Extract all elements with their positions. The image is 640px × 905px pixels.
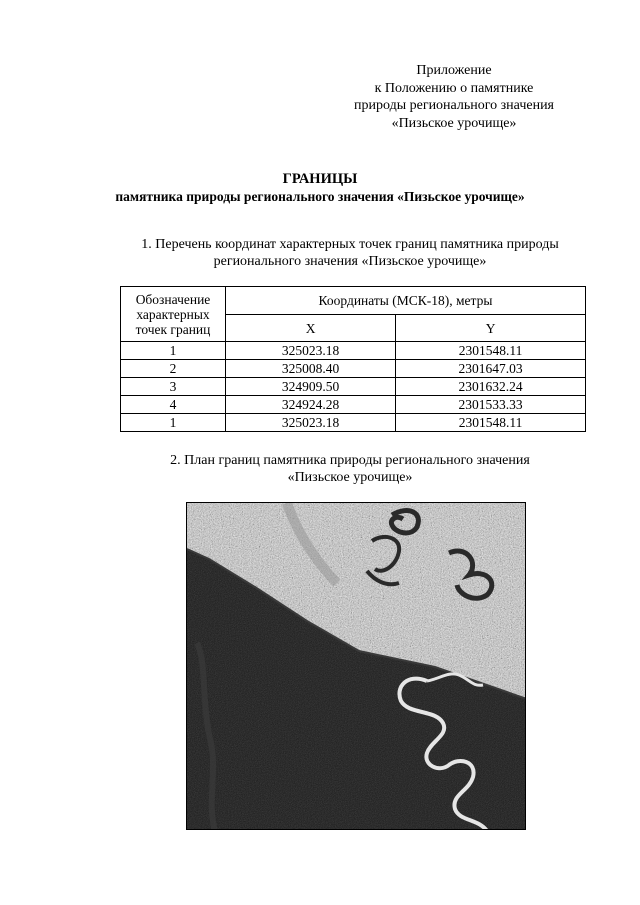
x-cell: 324909.50 bbox=[226, 378, 396, 396]
appendix-line-1: Приложение bbox=[416, 63, 492, 78]
x-header: X bbox=[226, 315, 396, 342]
section-1-line-2: регионального значения «Пизьское урочище» bbox=[213, 254, 487, 269]
appendix-line-2: к Положению о памятнике bbox=[374, 80, 534, 96]
y-cell: 2301632.24 bbox=[396, 378, 586, 396]
point-cell: 1 bbox=[121, 414, 226, 432]
coordinates-header: Координаты (МСК-18), метры bbox=[226, 287, 586, 315]
x-cell: 325023.18 bbox=[226, 342, 396, 360]
page-title: ГРАНИЦЫ bbox=[282, 171, 358, 187]
appendix-line-4: «Пизьское урочище» bbox=[391, 115, 517, 131]
coordinates-table bbox=[120, 286, 586, 432]
section-2-line-1: 2. План границ памятника природы регионального значения bbox=[170, 453, 530, 468]
point-label-header-line-2: характерных bbox=[136, 306, 210, 322]
point-cell: 1 bbox=[121, 342, 226, 360]
section-2-heading bbox=[60, 452, 640, 486]
x-cell: 325023.18 bbox=[226, 414, 396, 432]
point-cell: 3 bbox=[121, 378, 226, 396]
y-cell: 2301548.11 bbox=[396, 342, 586, 360]
table-row bbox=[121, 342, 586, 360]
table-header-row bbox=[121, 287, 586, 315]
section-2-line-2: «Пизьское урочище» bbox=[287, 470, 413, 485]
page-subtitle: памятника природы регионального значения «Пизьское урочище» bbox=[115, 189, 525, 204]
y-header: Y bbox=[396, 315, 586, 342]
point-label-header-line-3: точек границ bbox=[135, 321, 211, 337]
point-label-header bbox=[121, 287, 226, 342]
table-row bbox=[121, 378, 586, 396]
table-row bbox=[121, 396, 586, 414]
x-cell: 324924.28 bbox=[226, 396, 396, 414]
point-cell: 2 bbox=[121, 360, 226, 378]
y-cell: 2301647.03 bbox=[396, 360, 586, 378]
satellite-plan-svg bbox=[187, 503, 526, 830]
appendix-note bbox=[330, 62, 578, 132]
section-1-heading bbox=[60, 236, 640, 270]
section-1-line-1: 1. Перечень координат характерных точек границ памятника природы bbox=[141, 237, 559, 252]
point-cell: 4 bbox=[121, 396, 226, 414]
appendix-line-3: природы регионального значения bbox=[354, 98, 554, 113]
y-cell: 2301533.33 bbox=[396, 396, 586, 414]
boundary-plan-image bbox=[186, 502, 526, 830]
table-row bbox=[121, 414, 586, 432]
point-label-header-line-1: Обозначение bbox=[135, 291, 211, 307]
table-row bbox=[121, 360, 586, 378]
x-cell: 325008.40 bbox=[226, 360, 396, 378]
y-cell: 2301548.11 bbox=[396, 414, 586, 432]
